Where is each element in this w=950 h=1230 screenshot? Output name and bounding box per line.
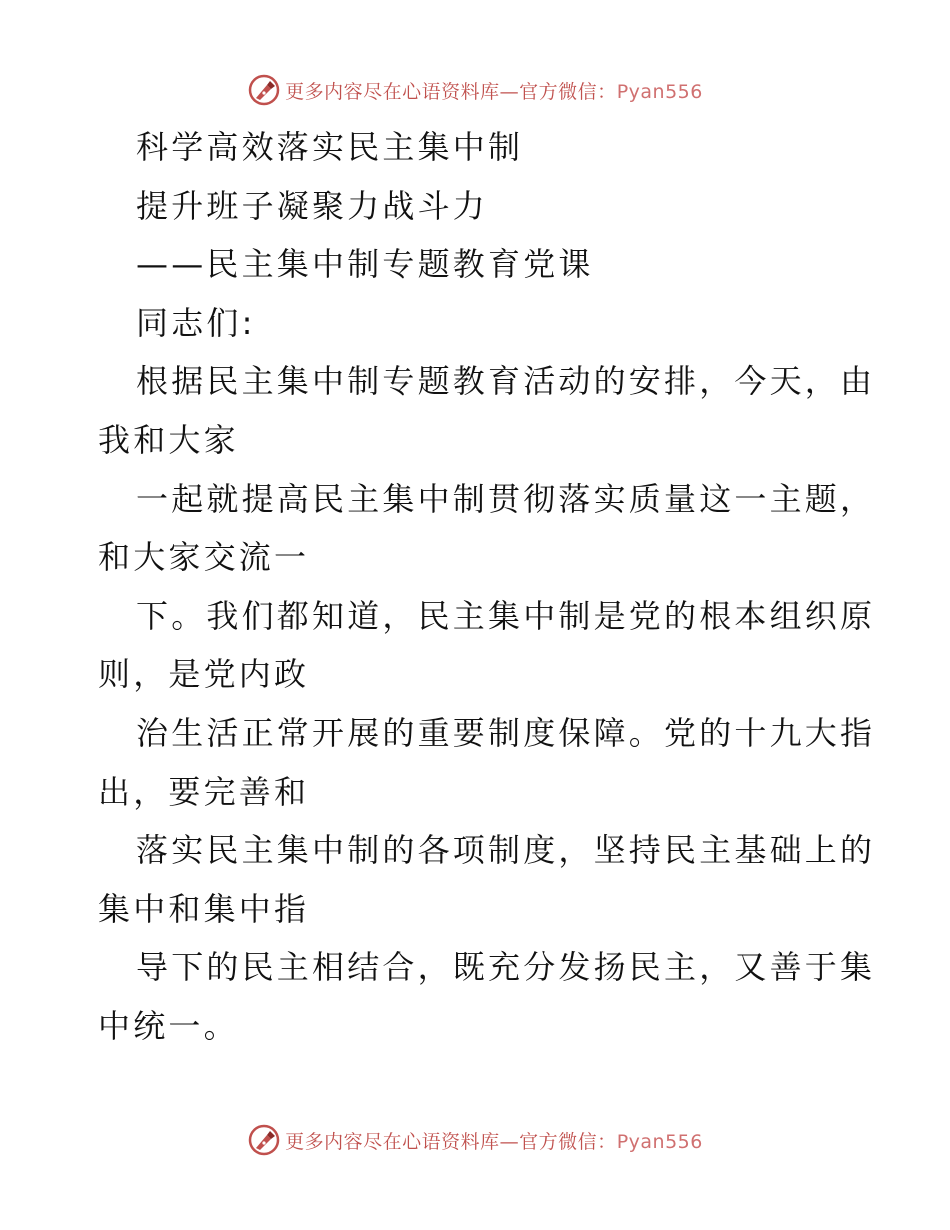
document-line: 根据民主集中制专题教育活动的安排，今天，由 — [136, 362, 876, 401]
watermark-text — [285, 77, 703, 104]
document-line: ——民主集中制专题教育党课 — [136, 245, 594, 284]
footer-watermark — [0, 1120, 950, 1160]
document-line: 科学高效落实民主集中制 — [136, 128, 524, 166]
document-line: 集中和集中指 — [98, 889, 310, 928]
document-line: 提升班子凝聚力战斗力 — [136, 186, 489, 225]
document-line: 下。我们都知道，民主集中制是党的根本组织原 — [136, 596, 876, 635]
watermark-separator: — — [499, 80, 520, 103]
watermark-id: Pyan556 — [616, 1130, 703, 1153]
pen-nib-logo-icon — [247, 1123, 281, 1157]
document-line: 治生活正常开展的重要制度保障。党的十九大指 — [136, 713, 876, 752]
watermark-separator: — — [499, 1130, 520, 1153]
watermark-contact: 官方微信： — [519, 80, 617, 103]
watermark-id: Pyan556 — [616, 80, 703, 103]
document-body — [98, 118, 876, 1056]
header-watermark — [0, 70, 950, 110]
document-line: 则，是党内政 — [98, 655, 310, 694]
document-line: 同志们: — [136, 303, 256, 342]
document-line: 我和大家 — [98, 420, 239, 459]
watermark-contact: 官方微信： — [519, 1130, 617, 1153]
document-line: 一起就提高民主集中制贯彻落实质量这一主题， — [136, 479, 876, 518]
watermark-title: 更多内容尽在心语资料库 — [285, 80, 500, 103]
document-line: 和大家交流一 — [98, 538, 310, 577]
document-line: 出，要完善和 — [98, 772, 310, 811]
watermark-title: 更多内容尽在心语资料库 — [285, 1130, 500, 1153]
watermark-text — [285, 1127, 703, 1154]
document-line: 中统一。 — [98, 1006, 239, 1045]
document-line: 导下的民主相结合，既充分发扬民主，又善于集 — [136, 948, 876, 987]
pen-nib-logo-icon — [247, 73, 281, 107]
document-line: 落实民主集中制的各项制度，坚持民主基础上的 — [136, 831, 876, 870]
